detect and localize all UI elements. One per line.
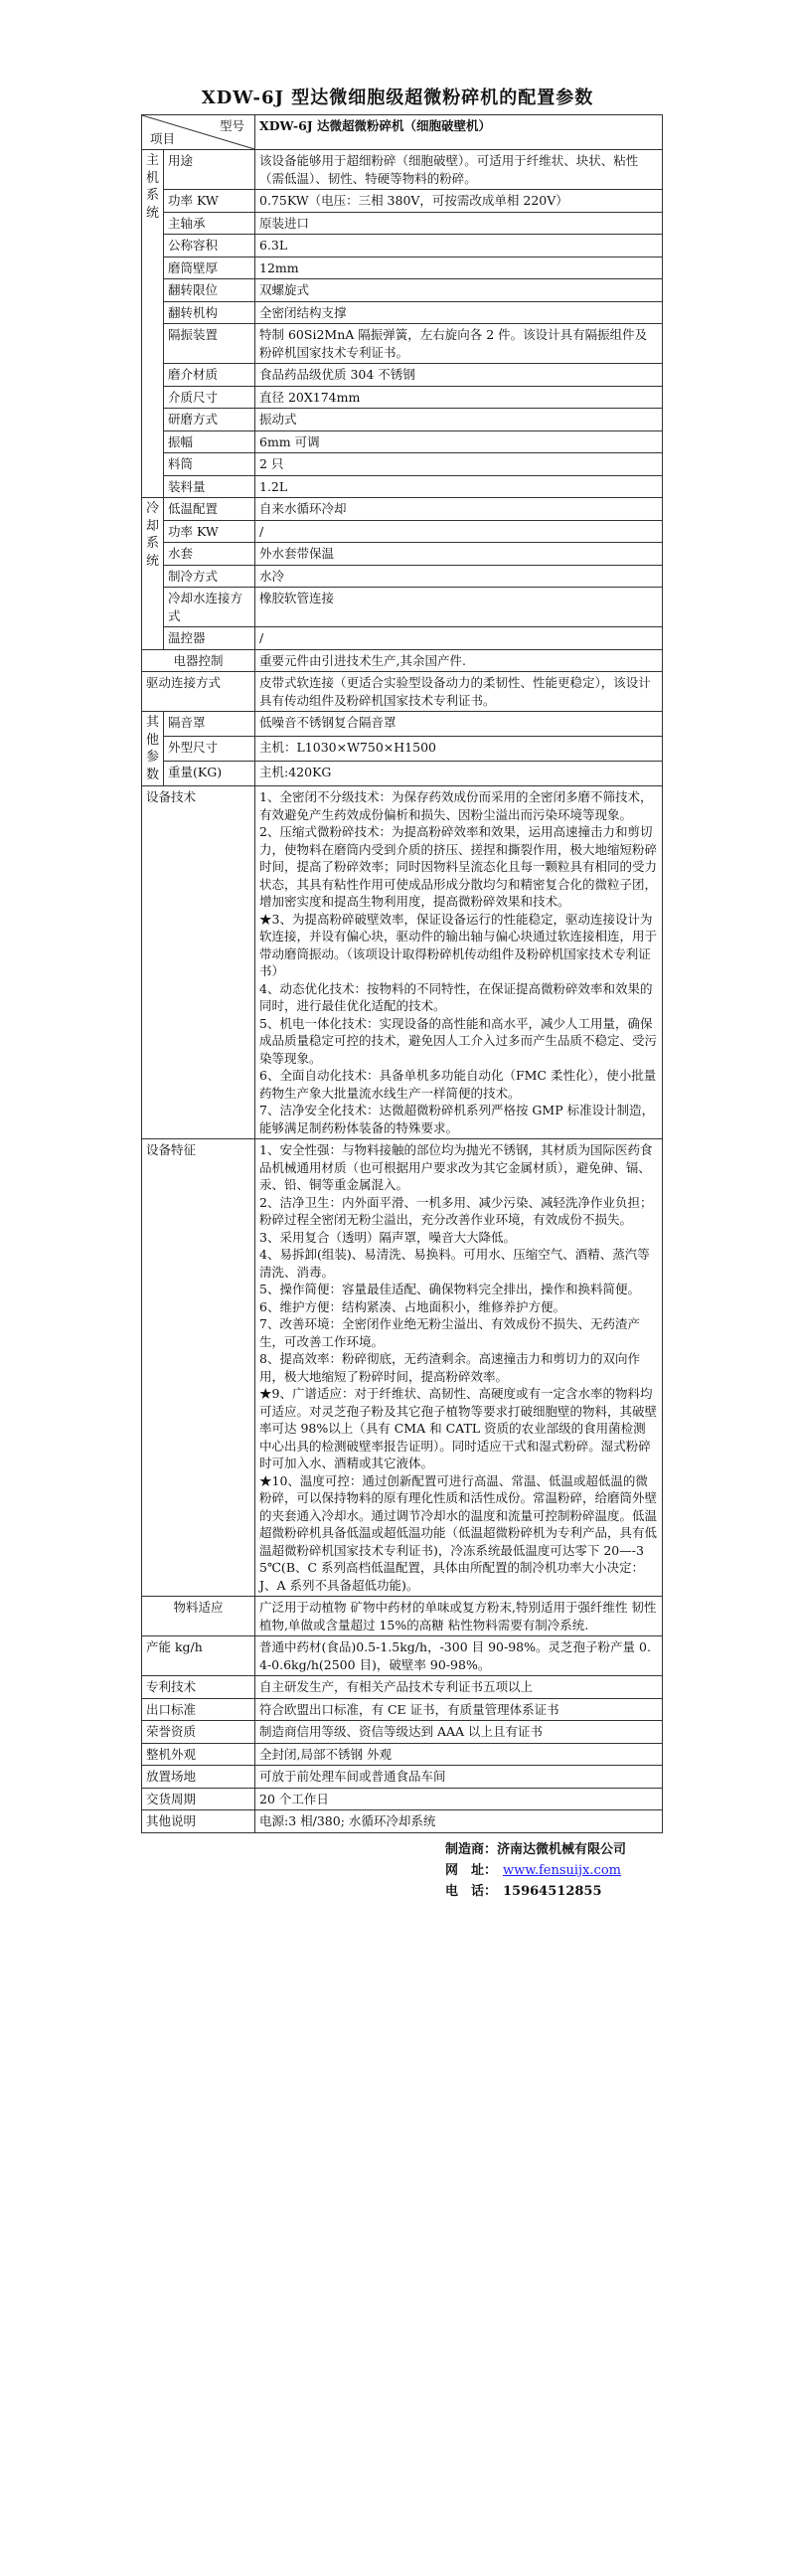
row-key: 功率 KW: [164, 520, 255, 543]
row-value: 可放于前处理车间或普通食品车间: [255, 1766, 663, 1789]
row-value: 符合欧盟出口标准，有 CE 证书，有质量管理体系证书: [255, 1698, 663, 1721]
group-label-other: 其他参数: [142, 712, 164, 786]
row-value: /: [255, 520, 663, 543]
row-key: 磨介材质: [164, 364, 255, 387]
row-key: 冷却水连接方式: [164, 588, 255, 627]
row-key: 外型尺寸: [164, 737, 255, 762]
row-value: 6mm 可调: [255, 430, 663, 453]
maker-name: 济南达微机械有限公司: [497, 1842, 627, 1857]
row-value: 特制 60Si2MnA 隔振弹簧，左右旋向各 2 件。该设计具有隔振组件及粉碎机国家技术专利证书。: [255, 324, 663, 364]
row-key: 设备特征: [142, 1139, 255, 1597]
row-key: 出口标准: [142, 1698, 255, 1721]
tel-label: 电 话：: [445, 1884, 498, 1899]
cooling-spec-row: [142, 588, 663, 627]
row-key: 隔音罩: [164, 712, 255, 737]
row-key: 整机外观: [142, 1743, 255, 1766]
row-key: 制冷方式: [164, 565, 255, 588]
row-key: 放置场地: [142, 1766, 255, 1789]
header-model: XDW-6J 达微超微粉碎机（细胞破壁机）: [255, 115, 663, 150]
main-spec-row: [142, 475, 663, 498]
row-key: 隔振装置: [164, 324, 255, 364]
row-value: 皮带式软连接（更适合实验型设备动力的柔韧性、性能更稳定），该设计具有传动组件及粉碎机国家技术专利证书。: [255, 672, 663, 712]
bottom-spec-row: [142, 1743, 663, 1766]
row-value: 1、全密闭不分级技术：为保存药效成份而采用的全密闭多磨不筛技术，有效避免产生药效成份偏析和损失、因粉尘溢出而污染环境等现象。 2、压缩式微粉碎技术：为提高粉碎效率和效果，运用高速撞击力和剪切力，使物料在磨筒内受到介质的挤压、搓捏和撕裂作用，极大地缩短粉碎时间，提高了粉碎效率；同时因物料呈流态化且每一颗粒具有相同的受力状态，其具有粘性作用可使成品形成分散均匀和精密复合化的微粒子团，增加密实度和提高生物利用度，提高微粉碎效果和技术。 ★3、为提高粉碎破壁效率，保证设备运行的性能稳定，驱动连接设计为软连接，并设有偏心块，驱动件的输出轴与偏心块通过软连接相连，用于带动磨筒振动。（该项设计取得粉碎机传动组件及粉碎机国家技术专利证书） 4、动态优化技术：按物料的不同特性，在保证提高微粉碎效率和效果的同时，进行最佳优化适配的技术。 5、机电一体化技术：实现设备的高性能和高水平，减少人工用量，确保成品质量稳定可控的技术，避免因人工介入过多而产生品质不稳定、受污染等现象。 6、全面自动化技术：具备单机多功能自动化（FMC 柔性化），使小批量药物生产象大批量流水线生产一样简便的技术。 7、洁净安全化技术：达微超微粉碎机系列严格按 GMP 标准设计制造，能够满足制药粉体装备的特殊要求。: [255, 786, 663, 1139]
row-key: 用途: [164, 150, 255, 190]
row-key: 功率 KW: [164, 190, 255, 213]
row-value: 重要元件由引进技术生产,其余国产件.: [255, 649, 663, 672]
cooling-spec-row: [142, 565, 663, 588]
row-value: 1.2L: [255, 475, 663, 498]
row-key: 温控器: [164, 627, 255, 650]
row-value: 电源:3 相/380; 水循环冷却系统: [255, 1810, 663, 1833]
row-key: 物料适应: [142, 1597, 255, 1636]
row-key: 研磨方式: [164, 409, 255, 431]
row-key: 驱动连接方式: [142, 672, 255, 712]
spec-table: [141, 114, 663, 1833]
row-value: 直径 20X174mm: [255, 386, 663, 409]
row-value: 食品药品级优质 304 不锈钢: [255, 364, 663, 387]
other-spec-row: [142, 712, 663, 737]
row-value: 制造商信用等级、资信等级达到 AAA 以上且有证书: [255, 1721, 663, 1744]
site-link[interactable]: www.fensuijx.com: [503, 1863, 621, 1878]
row-key: 产能 kg/h: [142, 1636, 255, 1676]
row-value: 主机：L1030×W750×H1500: [255, 737, 663, 762]
bottom-spec-row: [142, 1676, 663, 1699]
other-spec-row: [142, 737, 663, 762]
group-label-cool: 冷却系统: [142, 498, 164, 650]
main-spec-row: [142, 150, 663, 190]
row-key: 荣誉资质: [142, 1721, 255, 1744]
cooling-spec-row: [142, 543, 663, 566]
main-spec-row: [142, 453, 663, 476]
row-key: 料筒: [164, 453, 255, 476]
row-value: 0.75KW（电压：三相 380V，可按需改成单相 220V）: [255, 190, 663, 213]
row-value: 水冷: [255, 565, 663, 588]
row-key: 主轴承: [164, 212, 255, 235]
tel-number: 15964512855: [503, 1884, 602, 1899]
cooling-spec-row: [142, 520, 663, 543]
main-spec-row: [142, 235, 663, 258]
bottom-spec-row: [142, 1788, 663, 1810]
row-value: 12mm: [255, 257, 663, 279]
row-key: 磨筒壁厚: [164, 257, 255, 279]
features-row: [142, 1139, 663, 1597]
main-spec-row: [142, 364, 663, 387]
cooling-spec-row: [142, 627, 663, 650]
table-header-row: [142, 115, 663, 150]
row-key: 电器控制: [142, 649, 255, 672]
bottom-spec-row: [142, 1597, 663, 1636]
row-key: 翻转限位: [164, 279, 255, 302]
main-spec-row: [142, 430, 663, 453]
row-value: 低噪音不锈钢复合隔音罩: [255, 712, 663, 737]
main-spec-row: [142, 212, 663, 235]
row-value: 外水套带保温: [255, 543, 663, 566]
row-key: 设备技术: [142, 786, 255, 1139]
row-value: 6.3L: [255, 235, 663, 258]
row-value: 双螺旋式: [255, 279, 663, 302]
main-spec-row: [142, 190, 663, 213]
main-spec-row: [142, 279, 663, 302]
header-type-label: 型号: [219, 118, 244, 133]
row-value: 主机:420KG: [255, 762, 663, 786]
row-value: 自来水循环冷却: [255, 498, 663, 521]
bottom-spec-row: [142, 1810, 663, 1833]
row-key: 装料量: [164, 475, 255, 498]
row-key: 低温配置: [164, 498, 255, 521]
drive-connection-row: [142, 672, 663, 712]
page-title: XDW-6J 型达微细胞级超微粉碎机的配置参数: [201, 87, 594, 108]
other-spec-row: [142, 762, 663, 786]
row-value: 1、安全性强：与物料接触的部位均为抛光不锈钢，其材质为国际医药食品机械通用材质（也可根据用户要求改为其它金属材质），避免砷、镉、汞、铅、铜等重金属混入。 2、洁净卫生：内外面平滑、一机多用、减少污染、减轻洗净作业负担；粉碎过程全密闭无粉尘溢出，充分改善作业环境，有效成份不损失。 3、采用复合（透明）隔声罩，噪音大大降低。 4、易拆卸(组装)、易清洗、易换料。可用水、压缩空气、酒精、蒸汽等清洗、消毒。 5、操作简便：容量最佳适配、确保物料完全排出，操作和换料简便。 6、维护方便：结构紧凑、占地面积小，维修养护方便。 7、改善环境：全密闭作业绝无粉尘溢出、有效成份不损失、无药渣产生，可改善工作环境。 8、提高效率：粉碎彻底，无药渣剩余。高速撞击力和剪切力的双向作用，极大地缩短了粉碎时间，提高粉碎效率。 ★9、广谱适应：对于纤维状、高韧性、高硬度或有一定含水率的物料均可适应。对灵芝孢子粉及其它孢子植物等要求打破细胞壁的物料，其破壁率可达 98%以上（具有 CMA 和 CATL 资质的农业部级的食用菌检测中心出具的检测破壁率报告证明）。同时适应干式和湿式粉碎。湿式粉碎时可加入水、酒精或其它液体。 ★10、温度可控：通过创新配置可进行高温、常温、低温或超低温的微粉碎，可以保持物料的原有理化性质和活性成份。常温粉碎，给磨筒外壁的夹套通入冷却水。通过调节冷却水的温度和流量可控制粉碎温度。低温超微粉碎机具备低温或超低温功能（低温超微粉碎机为专利产品，具有低温超微粉碎机国家技术专利证书)，冷冻系统最低温度可达零下 20—-35℃(B、C 系列高档低温配置，具体由所配置的制冷机功率大小决定：J、A 系列不具备超低功能)。: [255, 1139, 663, 1597]
row-value: 普通中药材(食品)0.5-1.5kg/h，-300 目 90-98%。灵芝孢子粉产量 0.4-0.6kg/h(2500 目)，破壁率 90-98%。: [255, 1636, 663, 1676]
row-value: 全密闭结构支撑: [255, 301, 663, 324]
bottom-spec-row: [142, 1766, 663, 1789]
bottom-spec-row: [142, 1721, 663, 1744]
row-key: 水套: [164, 543, 255, 566]
row-value: 该设备能够用于超细粉碎（细胞破壁）。可适用于纤维状、块状、粘性（需低温）、韧性、特硬等物料的粉碎。: [255, 150, 663, 190]
electric-control-row: [142, 649, 663, 672]
row-value: /: [255, 627, 663, 650]
row-key: 翻转机构: [164, 301, 255, 324]
row-key: 其他说明: [142, 1810, 255, 1833]
row-key: 专利技术: [142, 1676, 255, 1699]
header-diagonal-cell: [142, 115, 255, 150]
header-item-label: 项目: [150, 130, 176, 146]
row-value: 振动式: [255, 409, 663, 431]
bottom-spec-row: [142, 1698, 663, 1721]
row-key: 重量(KG): [164, 762, 255, 786]
row-value: 20 个工作日: [255, 1788, 663, 1810]
row-key: 振幅: [164, 430, 255, 453]
row-value: 原装进口: [255, 212, 663, 235]
main-spec-row: [142, 301, 663, 324]
row-key: 公称容积: [164, 235, 255, 258]
main-spec-row: [142, 324, 663, 364]
row-value: 橡胶软管连接: [255, 588, 663, 627]
technology-row: [142, 786, 663, 1139]
footer-contact: [445, 1839, 626, 1902]
row-value: 全封闭,局部不锈钢 外观: [255, 1743, 663, 1766]
main-spec-row: [142, 386, 663, 409]
site-label: 网 址：: [445, 1863, 498, 1878]
bottom-spec-row: [142, 1636, 663, 1676]
row-value: 广泛用于动植物 矿物中药材的单味或复方粉末,特别适用于强纤维性 韧性植物,单做或含量超过 15%的高糖 粘性物料需要有制冷系统.: [255, 1597, 663, 1636]
maker-label: 制造商：: [445, 1842, 498, 1857]
row-key: 介质尺寸: [164, 386, 255, 409]
cooling-spec-row: [142, 498, 663, 521]
footer-tel-row: [445, 1881, 626, 1902]
main-spec-row: [142, 409, 663, 431]
footer-maker-row: [445, 1839, 626, 1860]
group-label-main: 主机系统: [142, 150, 164, 498]
footer-site-row: [445, 1860, 626, 1881]
row-value: 自主研发生产，有相关产品技术专利证书五项以上: [255, 1676, 663, 1699]
row-key: 交货周期: [142, 1788, 255, 1810]
row-value: 2 只: [255, 453, 663, 476]
main-spec-row: [142, 257, 663, 279]
